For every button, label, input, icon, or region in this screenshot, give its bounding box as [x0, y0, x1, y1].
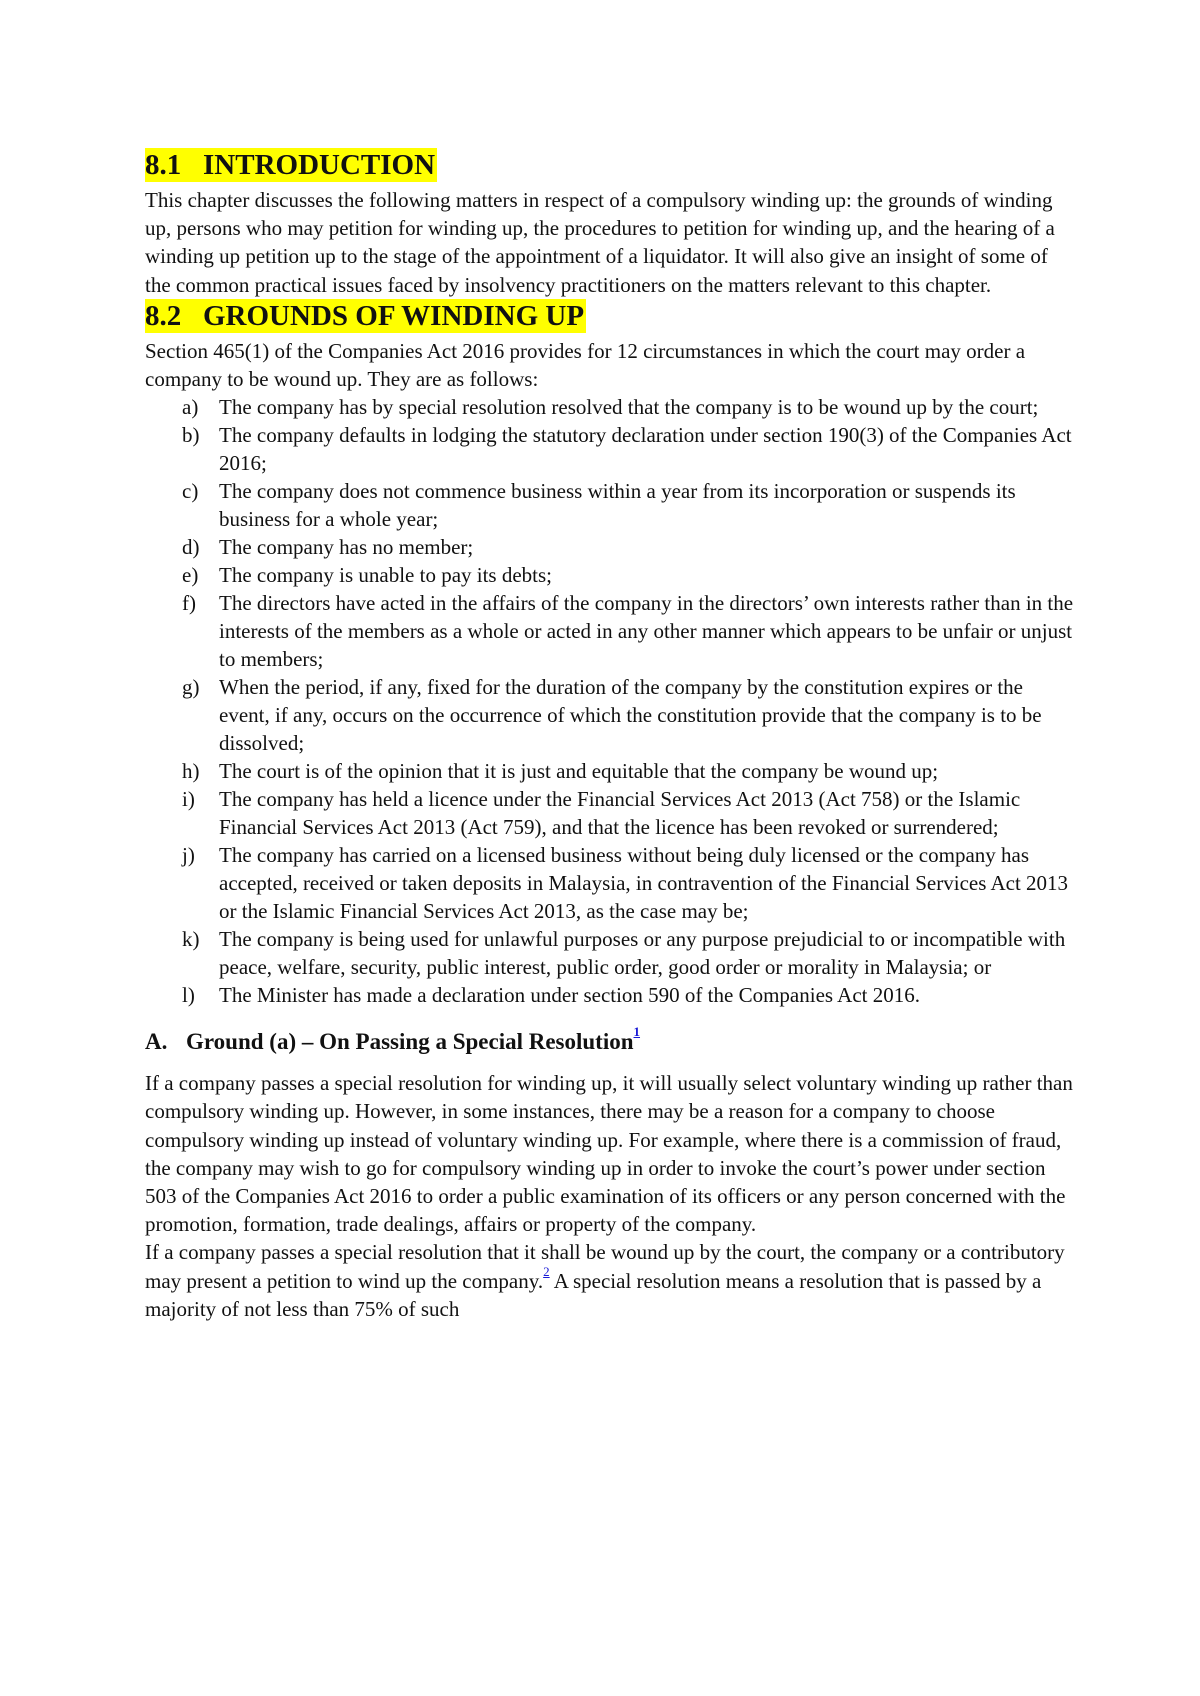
list-item-text: The company defaults in lodging the statutory declaration under section 190(3) of the Companies Act 2016;	[219, 423, 1072, 476]
grounds-list	[145, 393, 1075, 1009]
section-title: INTRODUCTION	[203, 149, 436, 181]
section-heading-introduction	[145, 148, 437, 182]
list-item	[145, 477, 1075, 533]
subsection-letter: A.	[145, 1029, 168, 1055]
list-item-text: When the period, if any, fixed for the duration of the company by the constitution expires or the event, if any, occurs on the occurrence of which the constitution provide that the company is to be dissolved;	[219, 675, 1042, 756]
paragraph-text: If a company passes a special resolution that it shall be wound up by the court, the company or a contributory may present a petition to wind up the company.	[145, 1240, 1065, 1293]
list-item-text: The court is of the opinion that it is just and equitable that the company be wound up;	[219, 759, 939, 784]
ground-a-paragraph-1: If a company passes a special resolution for winding up, it will usually select voluntary winding up rather than compulsory winding up. However, in some instances, there may be a reason for a company to choose compulsory winding up instead of voluntary winding up. For example, where there is a commission of fraud, the company may wish to go for compulsory winding up in order to invoke the court’s power under section 503 of the Companies Act 2016 to order a public examination of its officers or any person concerned with the promotion, formation, trade dealings, affairs or property of the company.	[145, 1071, 1073, 1237]
list-marker: j)	[182, 843, 195, 868]
list-marker: l)	[182, 983, 195, 1008]
list-marker: d)	[182, 535, 200, 560]
list-item	[145, 393, 1075, 421]
section-number: 8.2	[145, 299, 182, 332]
grounds-intro-paragraph: Section 465(1) of the Companies Act 2016 provides for 12 circumstances in which the court may order a company to be wound up. They are as follows:	[145, 338, 1026, 392]
list-item	[145, 925, 1075, 981]
list-marker: k)	[182, 927, 200, 952]
list-item-text: The company has held a licence under the Financial Services Act 2013 (Act 758) or the Islamic Financial Services Act 2013 (Act 759), and that the licence has been revoked or surrendered;	[219, 787, 1021, 840]
section-title: GROUNDS OF WINDING UP	[203, 299, 585, 332]
subsection-title: Ground (a) – On Passing a Special Resolution	[186, 1029, 634, 1055]
list-item-text: The Minister has made a declaration under section 590 of the Companies Act 2016.	[219, 983, 920, 1008]
list-marker: b)	[182, 423, 200, 448]
footnote-link-1[interactable]: 1	[633, 1024, 641, 1040]
paragraph-text: A special resolution means a resolution that is passed by a majority of not less than 75% of such	[145, 1268, 1042, 1321]
footnote-link-2[interactable]: 2	[543, 1263, 550, 1279]
list-marker: f)	[182, 591, 196, 616]
list-item	[145, 981, 1075, 1009]
introduction-paragraph: This chapter discusses the following matters in respect of a compulsory winding up: the grounds of winding up, persons who may petition for winding up, the procedures to petition for winding up, and the hearing of a winding up petition up to the stage of the appointment of a liquidator. It will also give an insight of some of the common practical issues faced by insolvency practitioners on the matters relevant to this chapter.	[145, 188, 1055, 297]
list-item	[145, 785, 1075, 841]
list-item	[145, 673, 1075, 757]
list-item	[145, 533, 1075, 561]
list-item-text: The directors have acted in the affairs of the company in the directors’ own interests rather than in the interests of the members as a whole or acted in any other manner which appears to be unfair or unjust to members;	[219, 591, 1074, 672]
list-item-text: The company has no member;	[219, 535, 474, 560]
list-item-text: The company has by special resolution resolved that the company is to be wound up by the court;	[219, 395, 1039, 420]
list-item-text: The company does not commence business within a year from its incorporation or suspends its business for a whole year;	[219, 479, 1016, 532]
list-item	[145, 589, 1075, 673]
ground-a-paragraph-2	[145, 1238, 1075, 1323]
list-marker: i)	[182, 787, 195, 812]
list-item-text: The company has carried on a licensed business without being duly licensed or the company has accepted, received or taken deposits in Malaysia, in contravention of the Financial Services Act 2013 or the Islamic Financial Services Act 2013, as the case may be;	[219, 843, 1069, 924]
list-item	[145, 841, 1075, 925]
list-item-text: The company is being used for unlawful purposes or any purpose prejudicial to or incompatible with peace, welfare, security, public interest, public order, good order or morality in Malaysia; or	[219, 927, 1066, 980]
list-item	[145, 421, 1075, 477]
list-marker: h)	[182, 759, 200, 784]
section-heading-grounds	[145, 299, 586, 333]
list-marker: e)	[182, 563, 199, 588]
section-number: 8.1	[145, 149, 182, 181]
list-marker: c)	[182, 479, 199, 504]
subsection-heading-ground-a	[145, 1024, 1075, 1057]
list-item-text: The company is unable to pay its debts;	[219, 563, 553, 588]
list-item	[145, 561, 1075, 589]
document-page	[145, 148, 1075, 1323]
list-item	[145, 757, 1075, 785]
list-marker: a)	[182, 395, 199, 420]
list-marker: g)	[182, 675, 200, 700]
